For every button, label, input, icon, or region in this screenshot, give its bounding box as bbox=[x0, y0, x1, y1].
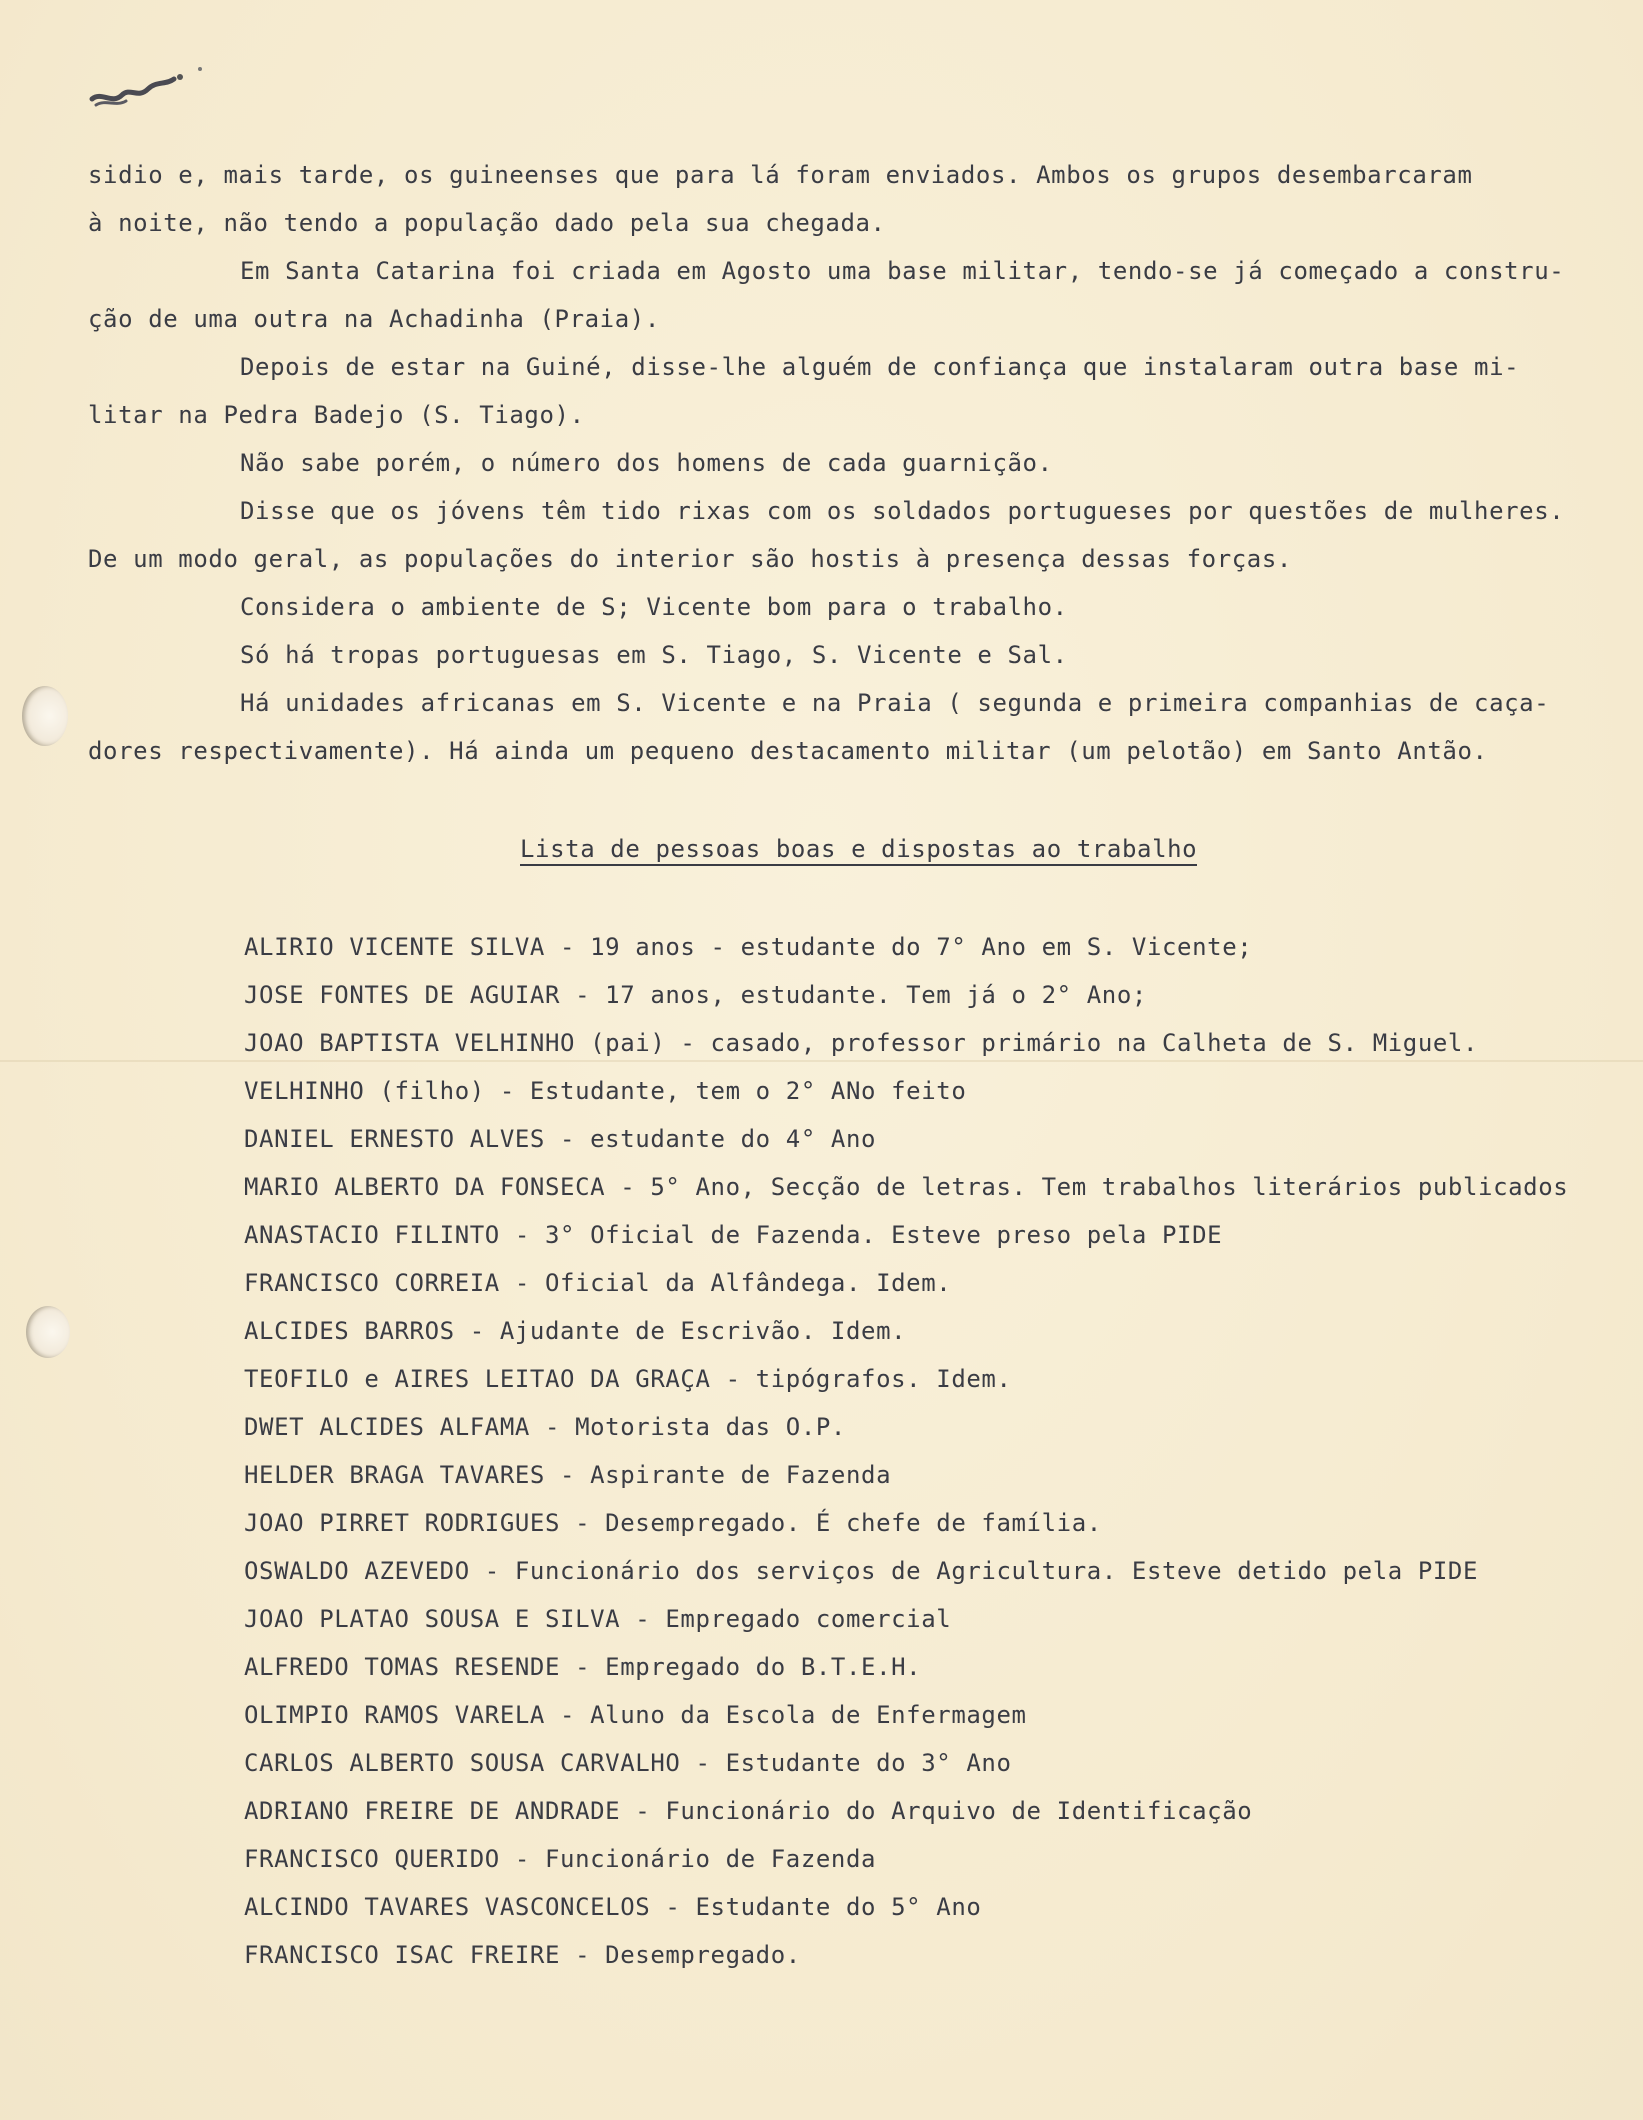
paragraph-line: Só há tropas portuguesas em S. Tiago, S. Vicente e Sal. bbox=[240, 641, 1068, 669]
list-item: FRANCISCO QUERIDO - Funcionário de Fazenda bbox=[244, 1845, 877, 1873]
paragraph-line: sidio e, mais tarde, os guineenses que para lá foram enviados. Ambos os grupos desembarcaram bbox=[88, 161, 1473, 189]
paragraph-line: Em Santa Catarina foi criada em Agosto uma base militar, tendo-se já começado a constru- bbox=[240, 257, 1565, 285]
list-item: OLIMPIO RAMOS VARELA - Aluno da Escola de Enfermagem bbox=[244, 1701, 1027, 1729]
paragraph-line: Disse que os jóvens têm tido rixas com os soldados portugueses por questões de mulheres. bbox=[240, 497, 1565, 525]
paragraph-line: litar na Pedra Badejo (S. Tiago). bbox=[88, 401, 585, 429]
paragraph-line: à noite, não tendo a população dado pela sua chegada. bbox=[88, 209, 886, 237]
paragraph-line: Considera o ambiente de S; Vicente bom para o trabalho. bbox=[240, 593, 1068, 621]
list-item: JOAO BAPTISTA VELHINHO (pai) - casado, professor primário na Calheta de S. Miguel. bbox=[244, 1029, 1479, 1057]
paper-fold-line bbox=[0, 1060, 1643, 1062]
list-item: OSWALDO AZEVEDO - Funcionário dos serviços de Agricultura. Esteve detido pela PIDE bbox=[244, 1557, 1479, 1585]
list-item: DWET ALCIDES ALFAMA - Motorista das O.P. bbox=[244, 1413, 846, 1441]
list-item: ANASTACIO FILINTO - 3° Oficial de Fazenda. Esteve preso pela PIDE bbox=[244, 1221, 1223, 1249]
paragraph-line: Há unidades africanas em S. Vicente e na Praia ( segunda e primeira companhias de caça- bbox=[240, 689, 1550, 717]
paragraph-line: dores respectivamente). Há ainda um pequeno destacamento militar (um pelotão) em Santo Antão. bbox=[88, 737, 1488, 765]
list-item: TEOFILO e AIRES LEITAO DA GRAÇA - tipógrafos. Idem. bbox=[244, 1365, 1012, 1393]
list-heading: Lista de pessoas boas e dispostas ao trabalho bbox=[520, 834, 1197, 866]
paragraph-line: ção de uma outra na Achadinha (Praia). bbox=[88, 305, 660, 333]
list-item: JOAO PLATAO SOUSA E SILVA - Empregado comercial bbox=[244, 1605, 952, 1633]
paragraph-line: Não sabe porém, o número dos homens de cada guarnição. bbox=[240, 449, 1053, 477]
list-item: FRANCISCO ISAC FREIRE - Desempregado. bbox=[244, 1941, 801, 1969]
list-item: HELDER BRAGA TAVARES - Aspirante de Fazenda bbox=[244, 1461, 892, 1489]
list-item: DANIEL ERNESTO ALVES - estudante do 4° Ano bbox=[244, 1125, 877, 1153]
punch-hole-bottom bbox=[26, 1306, 70, 1358]
list-item: VELHINHO (filho) - Estudante, tem o 2° ANo feito bbox=[244, 1077, 967, 1105]
paragraph-line: Depois de estar na Guiné, disse-lhe alguém de confiança que instalaram outra base mi- bbox=[240, 353, 1520, 381]
paragraph-line: De um modo geral, as populações do interior são hostis à presença dessas forças. bbox=[88, 545, 1292, 573]
list-item: ALCINDO TAVARES VASCONCELOS - Estudante do 5° Ano bbox=[244, 1893, 982, 1921]
list-item: CARLOS ALBERTO SOUSA CARVALHO - Estudante do 3° Ano bbox=[244, 1749, 1012, 1777]
ink-smudge-mark bbox=[82, 55, 222, 115]
punch-hole-top bbox=[22, 686, 68, 746]
list-item: ALFREDO TOMAS RESENDE - Empregado do B.T.E.H. bbox=[244, 1653, 922, 1681]
list-item: MARIO ALBERTO DA FONSECA - 5° Ano, Secção de letras. Tem trabalhos literários publicados bbox=[244, 1173, 1569, 1201]
list-item: ALIRIO VICENTE SILVA - 19 anos - estudante do 7° Ano em S. Vicente; bbox=[244, 933, 1253, 961]
list-item: ADRIANO FREIRE DE ANDRADE - Funcionário do Arquivo de Identificação bbox=[244, 1797, 1253, 1825]
list-item: JOAO PIRRET RODRIGUES - Desempregado. É chefe de família. bbox=[244, 1509, 1102, 1537]
list-item: JOSE FONTES DE AGUIAR - 17 anos, estudante. Tem já o 2° Ano; bbox=[244, 981, 1147, 1009]
list-item: FRANCISCO CORREIA - Oficial da Alfândega. Idem. bbox=[244, 1269, 952, 1297]
list-item: ALCIDES BARROS - Ajudante de Escrivão. Idem. bbox=[244, 1317, 907, 1345]
